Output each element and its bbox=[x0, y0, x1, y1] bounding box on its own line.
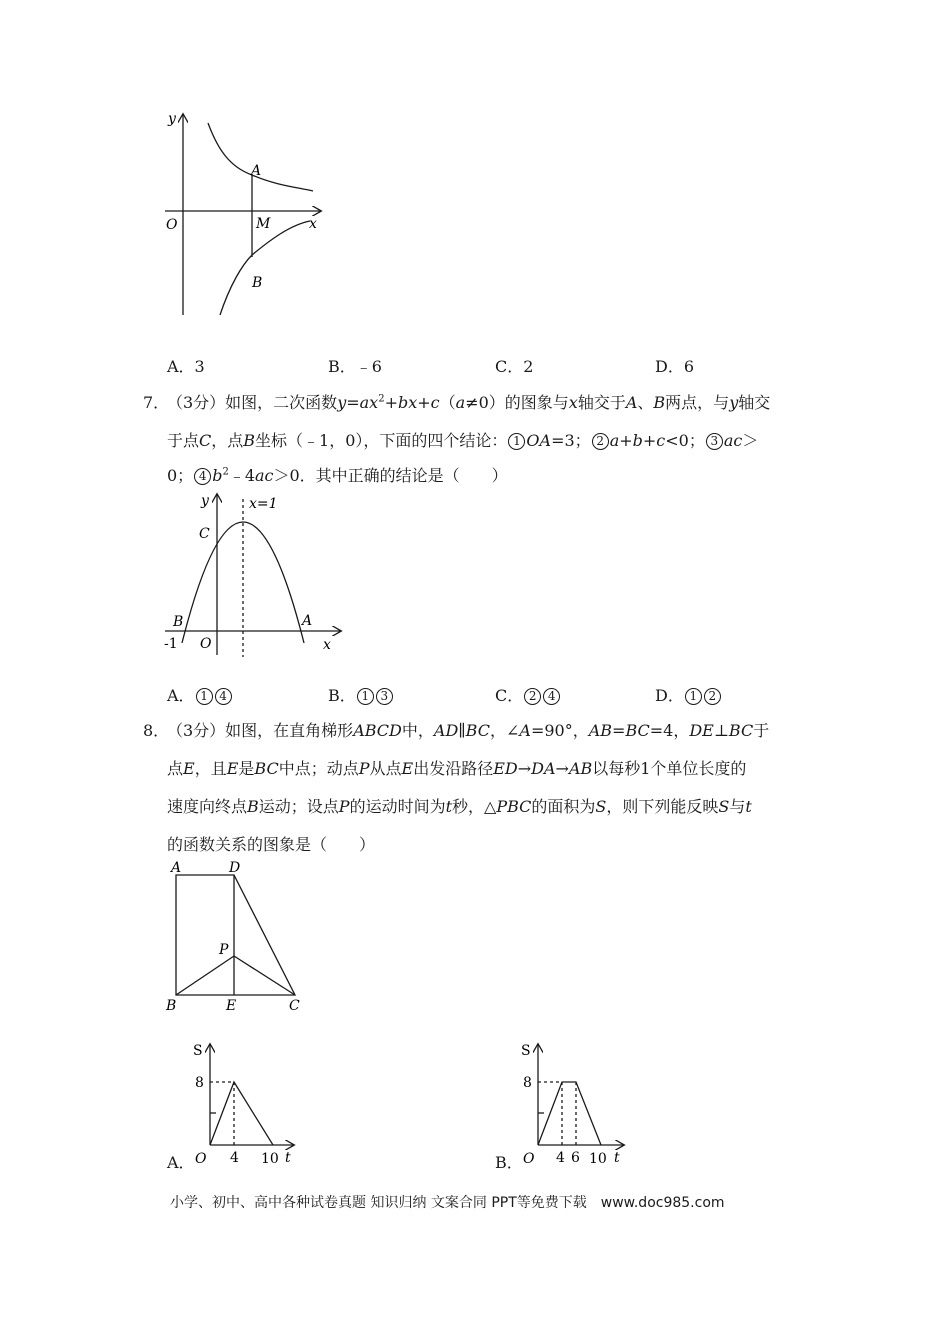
label-t: t bbox=[614, 1150, 620, 1166]
label-6: 6 bbox=[571, 1150, 580, 1166]
q8-line-2: 点E，且E是BC中点；动点P从点E出发沿路径ED→DA→AB以每秒1个单位长度的 bbox=[167, 759, 747, 778]
label-b: B bbox=[252, 275, 263, 291]
q6-option-c: C．2 bbox=[495, 357, 534, 376]
label-minus-1: -1 bbox=[164, 636, 178, 652]
q7-number: 7． bbox=[143, 393, 170, 412]
label-8: 8 bbox=[195, 1075, 204, 1091]
label-10: 10 bbox=[261, 1151, 279, 1167]
label-x-eq-1: x=1 bbox=[249, 496, 278, 512]
label-a: A bbox=[171, 860, 182, 876]
label-4: 4 bbox=[230, 1150, 239, 1166]
q8-line-3: 速度向终点B运动；设点P的运动时间为t秒，△PBC的面积为S，则下列能反映S与t bbox=[167, 797, 752, 816]
label-p: P bbox=[219, 942, 229, 958]
trapezoid-abcd bbox=[176, 875, 295, 995]
q8-option-a-letter: A． bbox=[167, 1153, 195, 1172]
graph-line bbox=[210, 1082, 273, 1145]
q7-option-b: B． 1 3 bbox=[328, 683, 394, 706]
q6-option-b: B．﹣6 bbox=[328, 357, 382, 376]
q8-trapezoid-figure bbox=[160, 858, 320, 1018]
q7-option-a: A． 1 4 bbox=[167, 683, 233, 706]
label-b: B bbox=[173, 614, 184, 630]
label-c: C bbox=[289, 998, 300, 1014]
q7-parabola-figure bbox=[160, 487, 350, 657]
q8-option-b-graph bbox=[513, 1035, 643, 1170]
upper-branch bbox=[208, 123, 313, 191]
label-o: O bbox=[166, 217, 178, 233]
label-y: y bbox=[168, 111, 176, 127]
page-footer: 小学、初中、高中各种试卷真题 知识归纳 文案合同 PPT等免费下载 www.doc985.com bbox=[170, 1195, 725, 1211]
q8-option-b-letter: B． bbox=[495, 1153, 523, 1172]
q7-option-c: C． 2 4 bbox=[495, 683, 561, 706]
label-8: 8 bbox=[523, 1075, 532, 1091]
q8-option-a-graph bbox=[185, 1035, 315, 1170]
q7-line-2: 于点C，点B坐标（﹣1，0），下面的四个结论： 1 OA=3； 2 a+b+c<0； 3 ac＞ bbox=[167, 431, 759, 450]
label-a: A bbox=[302, 613, 313, 629]
label-4: 4 bbox=[556, 1150, 565, 1166]
q7-option-d: D． 1 2 bbox=[655, 683, 722, 706]
label-o: O bbox=[200, 636, 212, 652]
label-x: x bbox=[323, 637, 331, 653]
graph-line bbox=[538, 1082, 601, 1145]
q8-number: 8． bbox=[143, 721, 170, 740]
q6-hyperbola-figure bbox=[150, 105, 340, 320]
label-10: 10 bbox=[589, 1151, 607, 1167]
label-o: O bbox=[195, 1151, 207, 1167]
label-s: S bbox=[193, 1043, 203, 1059]
segment-pc bbox=[234, 956, 295, 995]
label-t: t bbox=[285, 1150, 291, 1166]
label-y: y bbox=[201, 493, 209, 509]
label-s: S bbox=[521, 1043, 531, 1059]
label-x: x bbox=[309, 216, 317, 232]
q8-line-1: （3分）如图，在直角梯形ABCD中，AD∥BC，∠A=90°，AB=BC=4，DE⊥BC于 bbox=[167, 721, 770, 740]
label-a: A bbox=[251, 163, 262, 179]
segment-pb bbox=[176, 956, 234, 995]
label-o: O bbox=[523, 1151, 535, 1167]
label-d: D bbox=[229, 860, 241, 876]
label-b: B bbox=[166, 998, 177, 1014]
q7-line-1: （3分）如图，二次函数$y=ax^2+bx+c(a\ne 0)$的图象与x轴交于A、B两点，与y轴交 bbox=[167, 393, 771, 412]
q7-line-3: 0； 4 $b^2﹣4ac>0$．其中正确的结论是（ ） bbox=[167, 466, 508, 485]
q6-option-d: D．6 bbox=[655, 357, 695, 376]
label-e: E bbox=[226, 998, 237, 1014]
q8-line-4: 的函数关系的图象是（ ） bbox=[167, 835, 376, 854]
label-m: M bbox=[256, 216, 271, 232]
lower-branch bbox=[220, 221, 310, 315]
q6-option-a: A．3 bbox=[167, 357, 205, 376]
label-c: C bbox=[199, 526, 210, 542]
